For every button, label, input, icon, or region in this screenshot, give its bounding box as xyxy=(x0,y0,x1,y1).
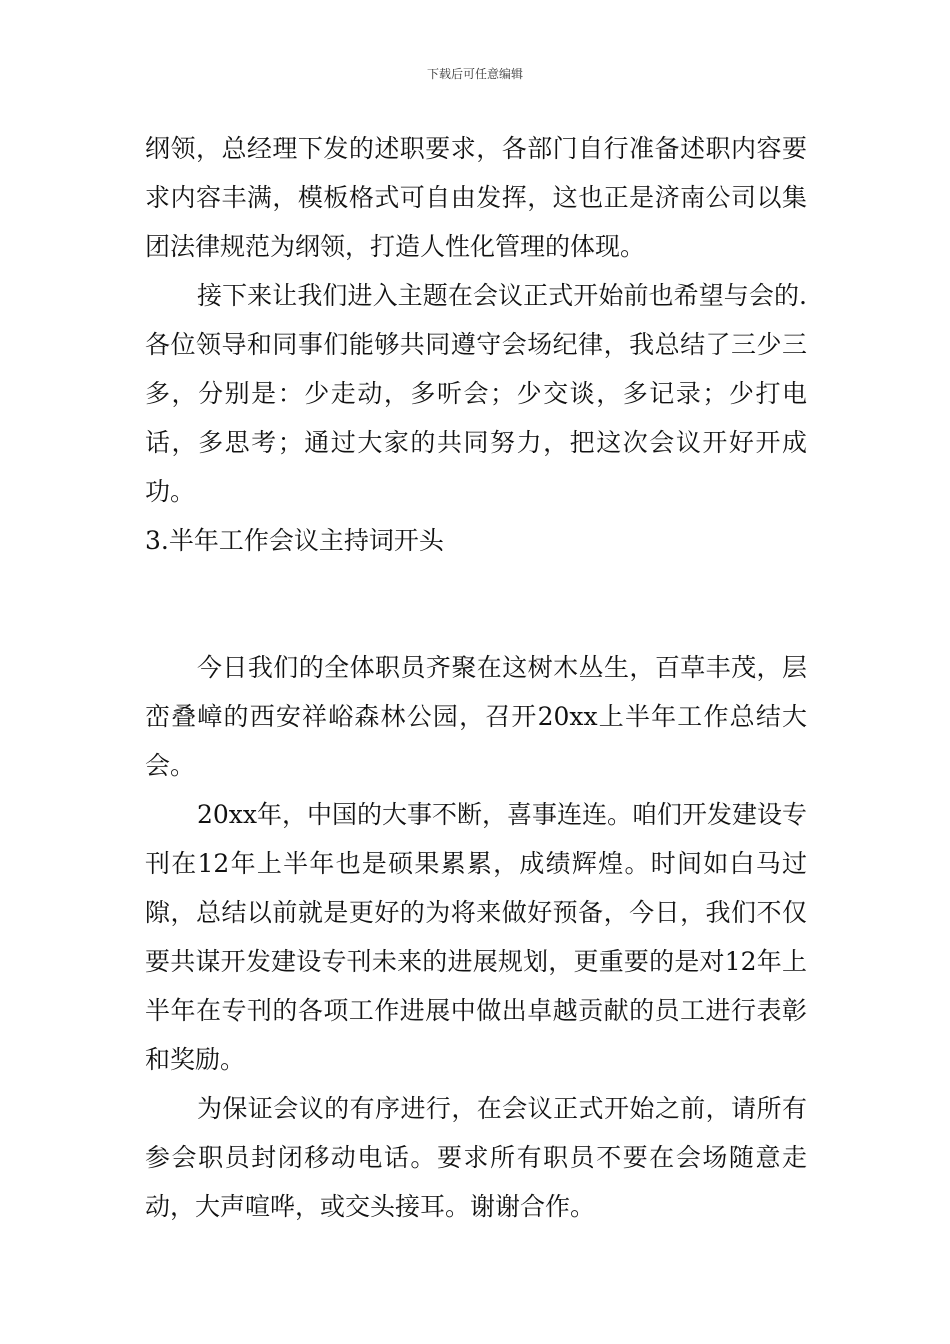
section-heading: 3.半年工作会议主持词开头 xyxy=(145,526,444,555)
paragraph-3: 今日我们的全体职员齐聚在这树木丛生，百草丰茂，层峦叠嶂的西安祥峪森林公园，召开20xx上半年工作总结大会。 xyxy=(145,653,807,780)
document-body xyxy=(145,124,807,1231)
paragraph-4: 20xx年，中国的大事不断，喜事连连。咱们开发建设专刊在12年上半年也是硕果累累，成绩辉煌。时间如白马过隙，总结以前就是更好的为将来做好预备，今日，我们不仅要共谋开发建设专刊未来的进展规划，更重要的是对12年上半年在专刊的各项工作进展中做出卓越贡献的员工进行表彰和奖励。 xyxy=(145,800,808,1074)
paragraph-5: 为保证会议的有序进行，在会议正式开始之前，请所有参会职员封闭移动电话。要求所有职员不要在会场随意走动，大声喧哗，或交头接耳。谢谢合作。 xyxy=(145,1094,807,1221)
page-header: 下载后可任意编辑 xyxy=(426,67,523,81)
paragraph-1: 纲领，总经理下发的述职要求，各部门自行准备述职内容要求内容丰满，模板格式可自由发挥，这也正是济南公司以集团法律规范为纲领，打造人性化管理的体现。 xyxy=(145,134,807,261)
paragraph-2: 接下来让我们进入主题在会议正式开始前也希望与会的.各位领导和同事们能够共同遵守会场纪律，我总结了三少三多，分别是：少走动，多听会；少交谈，多记录；少打电话，多思考；通过大家的共同努力，把这次会议开好开成功。 xyxy=(145,281,807,506)
section-spacer xyxy=(145,565,807,643)
